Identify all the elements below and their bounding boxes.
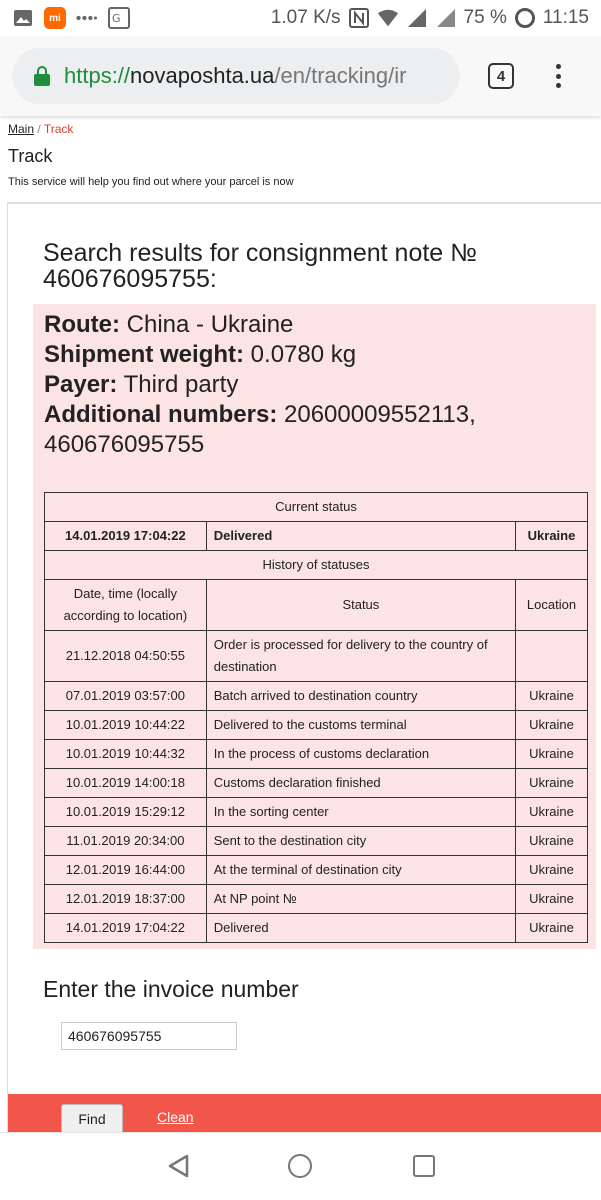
row-date: 07.01.2019 03:57:00: [45, 682, 207, 711]
find-button[interactable]: Find: [61, 1104, 123, 1134]
table-row: [45, 798, 588, 827]
invoice-number-input[interactable]: [61, 1022, 237, 1050]
current-location: Ukraine: [516, 522, 588, 551]
url-path: /en/tracking/ir: [274, 63, 407, 88]
row-status: Sent to the destination city: [206, 827, 515, 856]
table-row: [45, 740, 588, 769]
col-location-header: Location: [516, 580, 588, 631]
row-location: Ukraine: [516, 711, 588, 740]
row-status: Batch arrived to destination country: [206, 682, 515, 711]
row-date: 10.01.2019 10:44:32: [45, 740, 207, 769]
clock: 11:15: [542, 7, 589, 28]
signal-icon: [435, 7, 457, 29]
row-status: At the terminal of destination city: [206, 856, 515, 885]
row-status: Order is processed for delivery to the country of destination: [206, 631, 515, 682]
table-row: [45, 682, 588, 711]
dots-icon: [76, 7, 98, 29]
additional-numbers-label: Additional numbers:: [44, 401, 278, 428]
row-location: Ukraine: [516, 769, 588, 798]
route-label: Route:: [44, 311, 120, 338]
battery-ring-icon: [514, 7, 536, 29]
results-heading: Search results for consignment note № 460676095755:: [43, 239, 477, 293]
row-location: Ukraine: [516, 740, 588, 769]
lock-icon: [34, 66, 50, 86]
breadcrumb-current: Track: [43, 122, 74, 136]
clean-link[interactable]: Clean: [157, 1109, 194, 1125]
url-scheme: https://: [64, 63, 131, 88]
table-row: [45, 631, 588, 682]
table-row: [45, 827, 588, 856]
system-nav-bar: [0, 1132, 601, 1200]
route-value: China - Ukraine: [126, 311, 294, 338]
recents-icon[interactable]: [413, 1155, 435, 1177]
additional-numbers-value: 20600009552113, 460676095755: [44, 401, 476, 458]
status-bar: [0, 0, 601, 36]
row-date: 10.01.2019 10:44:22: [45, 711, 207, 740]
breadcrumb-main-link[interactable]: Main: [8, 122, 35, 136]
row-status: In the process of customs declaration: [206, 740, 515, 769]
home-icon[interactable]: [288, 1154, 312, 1178]
url-host: novaposhta.ua: [130, 63, 275, 88]
row-location: Ukraine: [516, 827, 588, 856]
row-location: Ukraine: [516, 798, 588, 827]
network-speed: 1.07 K/s: [270, 7, 341, 28]
current-date: 14.01.2019 17:04:22: [45, 522, 207, 551]
wifi-icon: [377, 7, 399, 29]
current-status-header: Current status: [45, 493, 588, 522]
battery-percent: 75 %: [463, 7, 507, 28]
table-row: [45, 856, 588, 885]
table-row: [45, 914, 588, 943]
page-title: Track: [8, 146, 53, 166]
back-icon[interactable]: [166, 1153, 192, 1184]
row-location: Ukraine: [516, 914, 588, 943]
translate-icon: [108, 7, 130, 29]
history-header: History of statuses: [45, 551, 588, 580]
row-location: Ukraine: [516, 856, 588, 885]
shipment-info: [44, 310, 584, 460]
svg-text:G: G: [112, 12, 121, 25]
invoice-form-title: Enter the invoice number: [43, 976, 299, 1002]
row-date: 10.01.2019 15:29:12: [45, 798, 207, 827]
row-status: At NP point №: [206, 885, 515, 914]
breadcrumb-separator: /: [37, 122, 41, 136]
payer-value: Third party: [123, 371, 239, 398]
table-row: [45, 711, 588, 740]
mi-app-icon: mi: [44, 7, 66, 29]
row-date: 11.01.2019 20:34:00: [45, 827, 207, 856]
current-status: Delivered: [206, 522, 515, 551]
browser-toolbar: [0, 36, 601, 116]
row-status: Delivered to the customs terminal: [206, 711, 515, 740]
row-date: 14.01.2019 17:04:22: [45, 914, 207, 943]
col-date-header: Date, time (locally according to location): [45, 580, 207, 631]
row-date: 12.01.2019 18:37:00: [45, 885, 207, 914]
row-status: In the sorting center: [206, 798, 515, 827]
row-location: Ukraine: [516, 682, 588, 711]
row-location: [516, 631, 588, 682]
row-status: Customs declaration finished: [206, 769, 515, 798]
address-bar[interactable]: [12, 48, 460, 104]
weight-value: 0.0780 kg: [250, 341, 357, 368]
row-date: 21.12.2018 04:50:55: [45, 631, 207, 682]
history-rows: [45, 631, 588, 943]
results-box: [33, 304, 596, 949]
tracking-table: [44, 492, 588, 943]
row-location: Ukraine: [516, 885, 588, 914]
row-date: 12.01.2019 16:44:00: [45, 856, 207, 885]
tracking-panel: [7, 202, 601, 1132]
table-row: [45, 769, 588, 798]
table-row: [45, 885, 588, 914]
payer-label: Payer:: [44, 371, 118, 398]
signal-icon: [406, 7, 428, 29]
current-status-row: [45, 522, 588, 551]
nfc-icon: [348, 7, 370, 29]
image-icon: [12, 7, 34, 29]
weight-label: Shipment weight:: [44, 341, 244, 368]
tab-switcher-button[interactable]: 4: [488, 63, 514, 89]
overflow-menu-icon[interactable]: [548, 60, 568, 92]
breadcrumb: [8, 122, 73, 136]
page-subtitle: This service will help you find out where your parcel is now: [8, 176, 294, 188]
row-date: 10.01.2019 14:00:18: [45, 769, 207, 798]
col-status-header: Status: [206, 580, 515, 631]
history-column-headers: [45, 580, 588, 631]
row-status: Delivered: [206, 914, 515, 943]
